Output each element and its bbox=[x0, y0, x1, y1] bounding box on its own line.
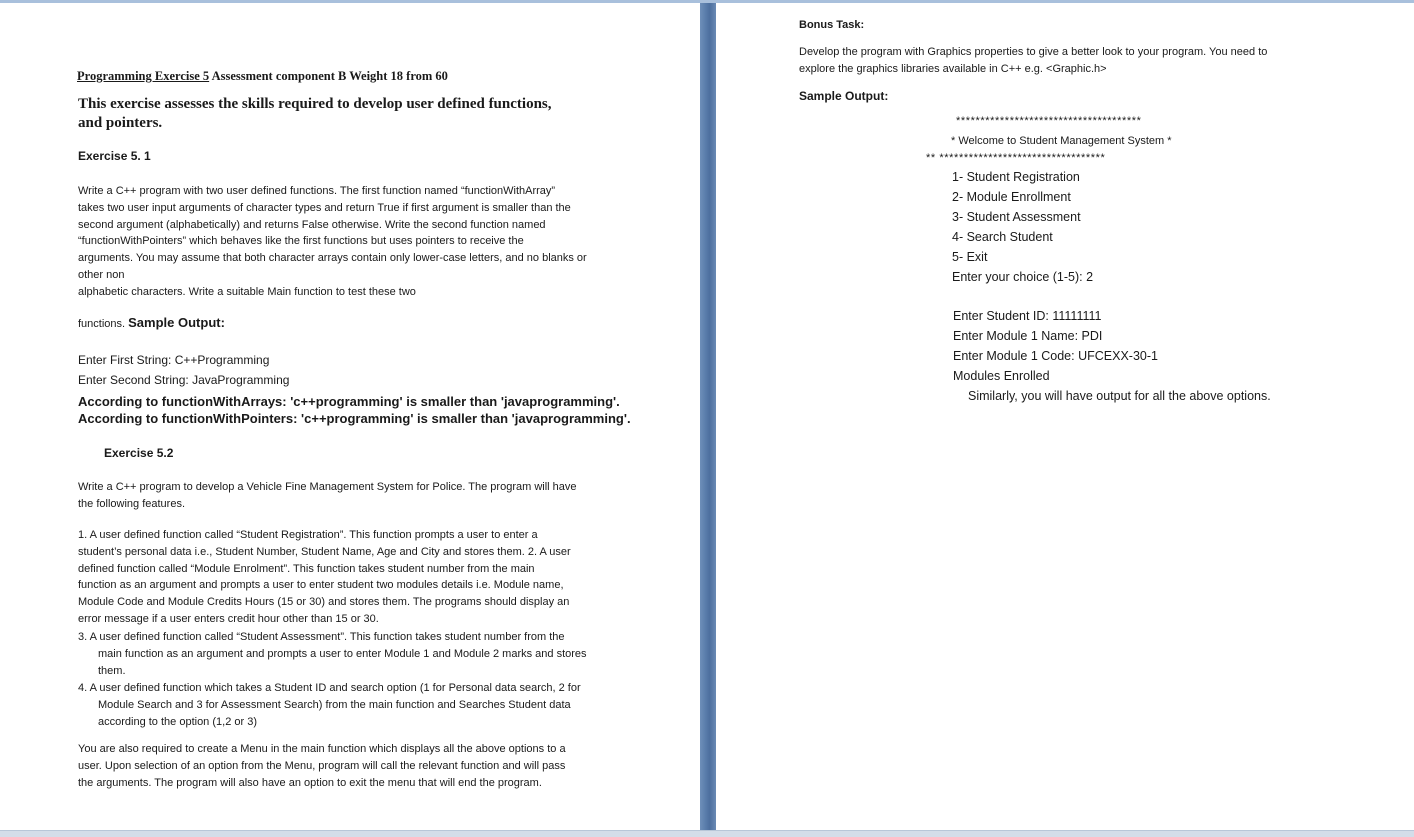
ex51-line: arguments. You may assume that both character arrays contain only lower-case letters, and no blanks or bbox=[78, 252, 587, 265]
ex51-line: other non bbox=[78, 268, 125, 281]
sample-line-1: Enter First String: C++Programming bbox=[78, 353, 270, 367]
item3-line: 3. A user defined function called “Student Assessment”. This function takes student number from the bbox=[78, 631, 565, 643]
item1-line: Module Code and Module Credits Hours (15 or 30) and stores them. The programs should display an bbox=[78, 596, 570, 609]
item1-line: function as an argument and prompts a user to enter student two modules details i.e. Module name, bbox=[78, 579, 564, 592]
item4-line: according to the option (1,2 or 3) bbox=[98, 715, 257, 728]
sample-line-4: According to functionWithPointers: 'c++programming' is smaller than 'javaprogramming'. bbox=[78, 411, 631, 426]
page-gutter bbox=[700, 3, 716, 830]
sample-output-label: Sample Output: bbox=[128, 315, 225, 330]
document-page-right bbox=[716, 3, 1414, 830]
sample-output-label-right: Sample Output: bbox=[799, 89, 889, 103]
similarly-note: Similarly, you will have output for all the above options. bbox=[968, 389, 1271, 403]
ex51-line: alphabetic characters. Write a suitable Main function to test these two bbox=[78, 285, 416, 298]
sample-line-2: Enter Second String: JavaProgramming bbox=[78, 373, 290, 387]
entry-line: Modules Enrolled bbox=[953, 369, 1050, 383]
stars-line-2: ** ********************************** bbox=[926, 152, 1106, 164]
feature-item-1 bbox=[78, 527, 620, 628]
header-title: Programming Exercise 5 bbox=[77, 69, 210, 83]
menu-item: 5- Exit bbox=[952, 250, 988, 264]
closing-line: the arguments. The program will also have an option to exit the menu that will end the program. bbox=[78, 776, 542, 789]
item3-line: them. bbox=[98, 664, 126, 677]
document-page-left bbox=[0, 3, 700, 830]
item1-line: 1. A user defined function called “Student Registration”. This function prompts a user to enter a bbox=[78, 529, 538, 541]
ex51-line: second argument (alphabetically) and returns False otherwise. Write the second function named bbox=[78, 218, 546, 231]
entry-line: Enter Module 1 Code: UFCEXX-30-1 bbox=[953, 349, 1158, 363]
bonus-task-title: Bonus Task: bbox=[799, 19, 865, 31]
entry-list bbox=[953, 306, 1158, 386]
menu-list bbox=[952, 167, 1093, 287]
intro-line-2: and pointers. bbox=[78, 115, 163, 131]
item4-line: Module Search and 3 for Assessment Search) from the main function and Searches Student data bbox=[98, 698, 571, 711]
closing-line: user. Upon selection of an option from the Menu, program will call the relevant function and will pass bbox=[78, 759, 566, 772]
menu-item: 1- Student Registration bbox=[952, 170, 1080, 184]
bonus-line: explore the graphics libraries available in C++ e.g. <Graphic.h> bbox=[799, 62, 1107, 75]
exercise-5-1-description bbox=[78, 183, 620, 301]
menu-item: 3- Student Assessment bbox=[952, 210, 1081, 224]
item3-line: main function as an argument and prompts a user to enter Module 1 and Module 2 marks and stores bbox=[98, 647, 587, 660]
closing-line: You are also required to create a Menu in the main function which displays all the above options to a bbox=[78, 743, 566, 755]
item1-line: student’s personal data i.e., Student Number, Student Name, Age and City and stores them. 2. A user bbox=[78, 545, 571, 558]
stars-line-1: ************************************** bbox=[956, 115, 1142, 127]
ex52-intro-line: Write a C++ program to develop a Vehicle Fine Management System for Police. The program will have bbox=[78, 481, 577, 493]
functions-sample-label bbox=[78, 315, 225, 330]
assessment-header bbox=[77, 69, 448, 84]
ex51-line: “functionWithPointers” which behaves like the first functions but uses pointers to receive the bbox=[78, 235, 524, 248]
entry-line: Enter Module 1 Name: PDI bbox=[953, 329, 1103, 343]
entry-line: Enter Student ID: 11111111 bbox=[953, 309, 1102, 323]
closing-paragraph bbox=[78, 741, 620, 791]
bonus-line: Develop the program with Graphics properties to give a better look to your program. You need to bbox=[799, 46, 1268, 58]
menu-item: 4- Search Student bbox=[952, 230, 1053, 244]
header-rest: Assessment component B Weight 18 from 60 bbox=[209, 69, 448, 83]
exercise-5-2-intro bbox=[78, 479, 620, 513]
item1-line: defined function called “Module Enrolment”. This function takes student number from the main bbox=[78, 562, 535, 575]
ex51-line: Write a C++ program with two user defined functions. The first function named “functionWithArray” bbox=[78, 185, 556, 197]
sample-line-3: According to functionWithArrays: 'c++programming' is smaller than 'javaprogramming'. bbox=[78, 394, 620, 409]
ex51-line: takes two user input arguments of character types and return True if first argument is smaller than the bbox=[78, 201, 571, 214]
welcome-banner: * Welcome to Student Management System * bbox=[951, 135, 1172, 147]
bonus-task-description bbox=[799, 44, 1319, 78]
ex52-intro-line: the following features. bbox=[78, 497, 186, 510]
menu-choice-prompt: Enter your choice (1-5): 2 bbox=[952, 270, 1094, 284]
feature-item-3 bbox=[78, 629, 620, 679]
item1-line: error message if a user enters credit hour other than 15 or 30. bbox=[78, 612, 379, 625]
item4-line: 4. A user defined function which takes a Student ID and search option (1 for Personal data search, 2 for bbox=[78, 682, 581, 694]
intro-line-1: This exercise assesses the skills required to develop user defined functions, bbox=[78, 96, 552, 112]
feature-item-4 bbox=[78, 680, 620, 730]
exercise-5-1-title: Exercise 5. 1 bbox=[78, 149, 151, 163]
menu-item: 2- Module Enrollment bbox=[952, 190, 1071, 204]
functions-prefix: functions. bbox=[78, 318, 129, 330]
exercise-5-2-title: Exercise 5.2 bbox=[104, 446, 174, 460]
